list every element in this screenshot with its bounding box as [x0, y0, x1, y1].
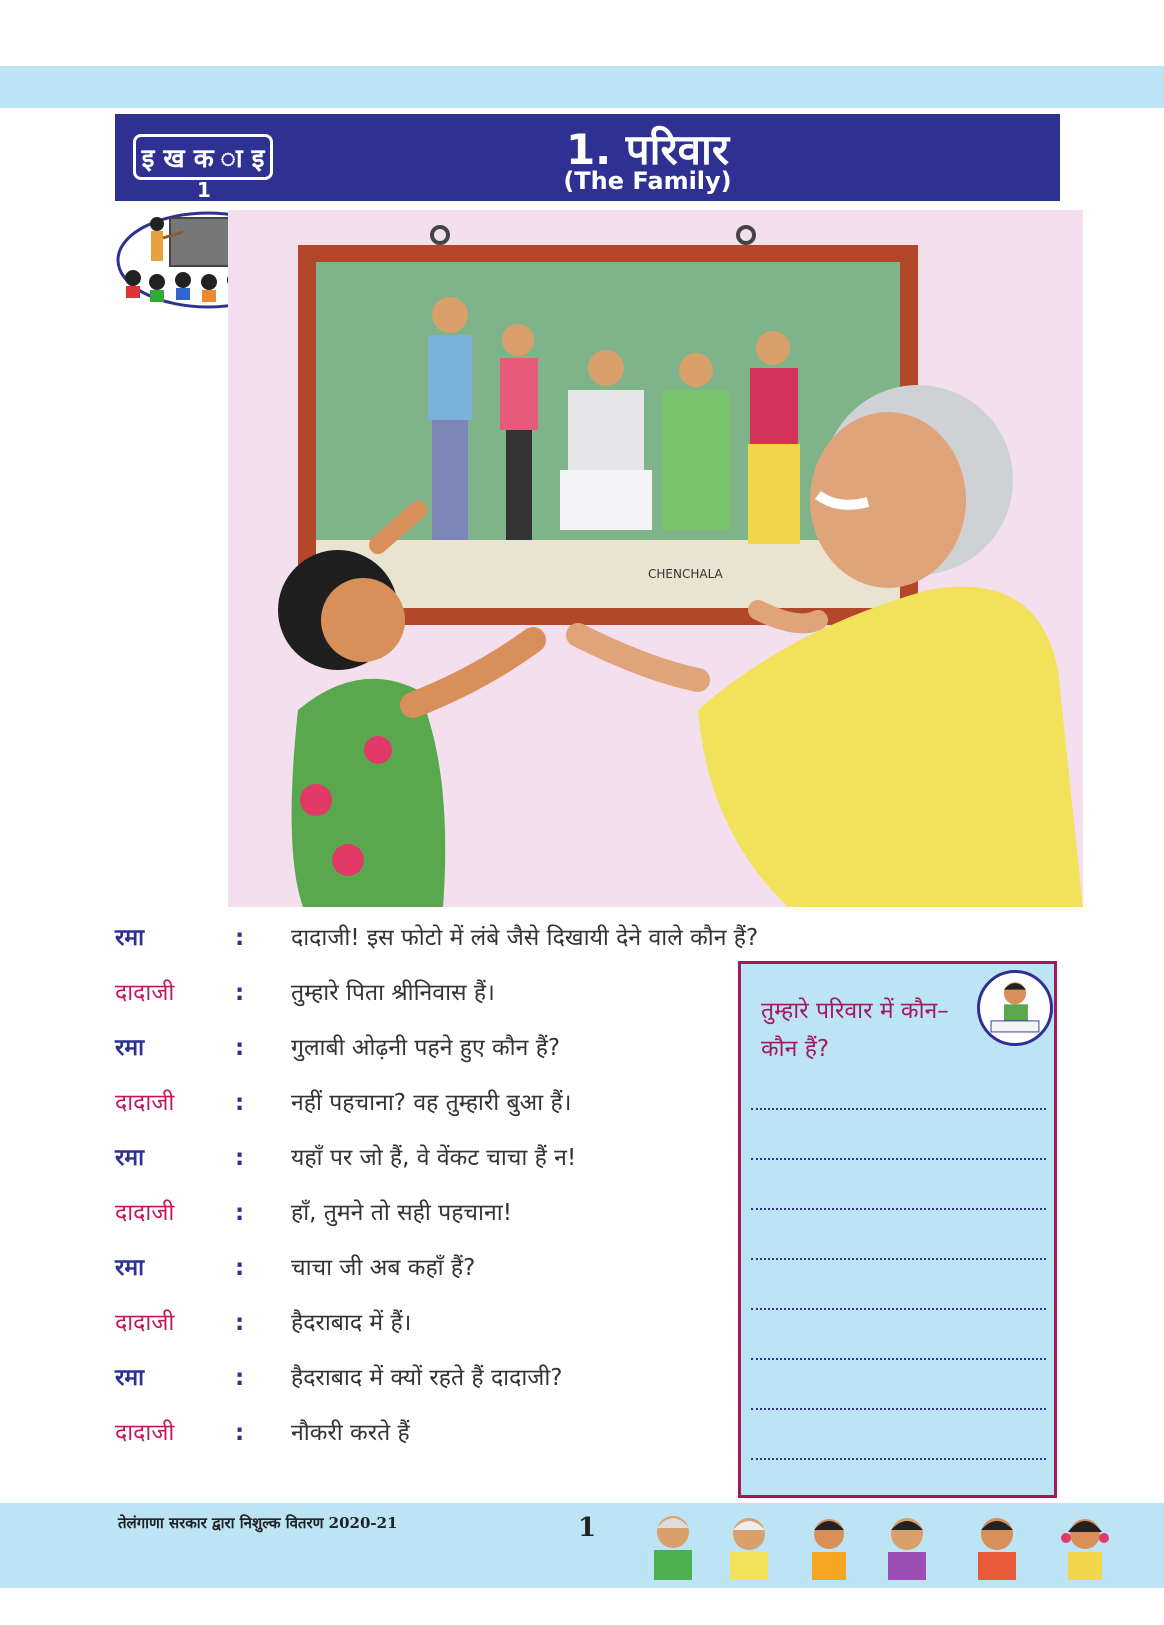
speaker-label: दादाजी	[115, 1090, 175, 1116]
dialogue-line	[115, 1028, 835, 1068]
answer-line[interactable]	[751, 1408, 1046, 1410]
colon: :	[235, 1255, 245, 1281]
chapter-title-bar	[115, 114, 1060, 201]
utterance: हैदराबाद में हैं।	[291, 1310, 412, 1336]
utterance: दादाजी! इस फोटो में लंबे जैसे दिखायी देने वाले कौन हैं?	[291, 925, 759, 951]
answer-line[interactable]	[751, 1108, 1046, 1110]
speaker-label: रमा	[115, 1145, 145, 1171]
dialogue-line	[115, 918, 835, 958]
dialogue-line	[115, 1138, 835, 1178]
utterance: नौकरी करते हैं	[291, 1420, 410, 1446]
dialogue-line	[115, 1248, 835, 1288]
artist-signature: CHENCHALA	[648, 567, 723, 581]
top-color-band	[0, 66, 1164, 108]
colon: :	[235, 1365, 245, 1391]
footer-band	[0, 1503, 1164, 1588]
speaker-label: रमा	[115, 1035, 145, 1061]
speaker-label: दादाजी	[115, 1310, 175, 1336]
colon: :	[235, 1145, 245, 1171]
speaker-label: रमा	[115, 1365, 145, 1391]
dialogue-line	[115, 973, 835, 1013]
activity-question: तुम्हारे परिवार में कौन–कौन हैं?	[761, 998, 949, 1062]
activity-box	[738, 961, 1057, 1498]
answer-line[interactable]	[751, 1158, 1046, 1160]
answer-line[interactable]	[751, 1358, 1046, 1360]
dialogue-line	[115, 1083, 835, 1123]
colon: :	[235, 1090, 245, 1116]
chapter-title: 1. परिवार	[565, 125, 730, 174]
colon: :	[235, 1200, 245, 1226]
page-number: 1	[578, 1513, 597, 1543]
dialogue-line	[115, 1413, 835, 1453]
utterance: यहाँ पर जो हैं, वे वेंकट चाचा हैं न!	[291, 1145, 577, 1171]
mother-face-icon	[800, 1508, 858, 1584]
speaker-label: रमा	[115, 925, 145, 951]
utterance: चाचा जी अब कहाँ हैं?	[291, 1255, 476, 1281]
boy-face-icon	[968, 1508, 1026, 1584]
colon: :	[235, 1035, 245, 1061]
speaker-label: रमा	[115, 1255, 145, 1281]
utterance: हाँ, तुमने तो सही पहचाना!	[291, 1200, 512, 1226]
dialogue-line	[115, 1193, 835, 1233]
chapter-subtitle: (The Family)	[563, 167, 732, 195]
grandfather-face-icon	[720, 1508, 778, 1584]
speaker-label: दादाजी	[115, 1420, 175, 1446]
writing-girl-icon	[977, 970, 1053, 1046]
grandmother-face-icon	[644, 1508, 702, 1584]
distribution-note: तेलंगाणा सरकार द्वारा निशुल्क वितरण 2020-21	[118, 1514, 398, 1532]
dialogue-line	[115, 1358, 835, 1398]
utterance: नहीं पहचाना? वह तुम्हारी बुआ हैं।	[291, 1090, 572, 1116]
family-photo-illustration	[228, 210, 1083, 907]
father-face-icon	[878, 1508, 936, 1584]
colon: :	[235, 980, 245, 1006]
colon: :	[235, 925, 245, 951]
unit-number: 1	[197, 178, 211, 202]
unit-badge: इ ख क ा इ	[133, 134, 273, 180]
answer-line[interactable]	[751, 1258, 1046, 1260]
answer-line[interactable]	[751, 1308, 1046, 1310]
girl-face-icon	[1056, 1508, 1114, 1584]
speaker-label: दादाजी	[115, 980, 175, 1006]
speaker-label: दादाजी	[115, 1200, 175, 1226]
utterance: तुम्हारे पिता श्रीनिवास हैं।	[291, 980, 495, 1006]
colon: :	[235, 1310, 245, 1336]
answer-line[interactable]	[751, 1458, 1046, 1460]
dialogue-line	[115, 1303, 835, 1343]
utterance: गुलाबी ओढ़नी पहने हुए कौन हैं?	[291, 1035, 561, 1061]
colon: :	[235, 1420, 245, 1446]
answer-line[interactable]	[751, 1208, 1046, 1210]
utterance: हैदराबाद में क्यों रहते हैं दादाजी?	[291, 1365, 563, 1391]
